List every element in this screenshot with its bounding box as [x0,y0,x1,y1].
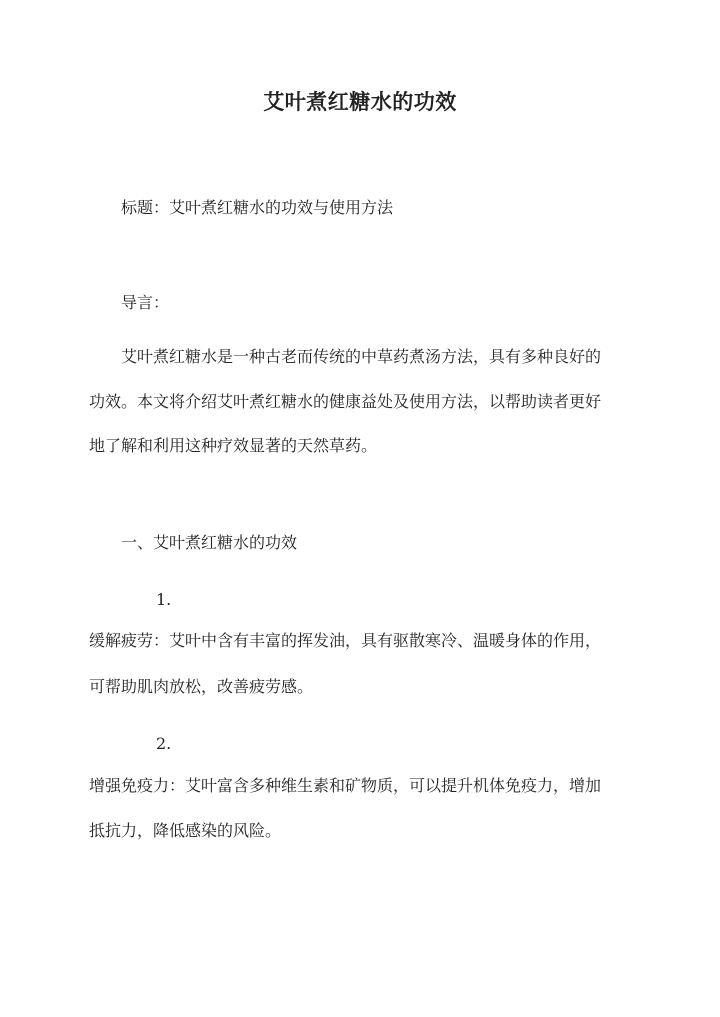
intro-line-2: 功效。本文将介绍艾叶煮红糖水的健康益处及使用方法，以帮助读者更好 [89,392,602,411]
intro-heading: 导言： [121,293,170,312]
section-heading: 一、艾叶煮红糖水的功效 [121,533,298,552]
item-2-line-2: 抵抗力，降低感染的风险。 [89,821,282,840]
document-title: 艾叶煮红糖水的功效 [263,89,457,114]
item-1-line-2: 可帮助肌肉放松，改善疲劳感。 [89,677,314,696]
intro-line-1: 艾叶煮红糖水是一种古老而传统的中草药煮汤方法，具有多种良好的 [121,347,602,366]
item-number-2: 2. [156,734,172,753]
subtitle-line: 标题：艾叶煮红糖水的功效与使用方法 [121,198,394,217]
item-2-line-1: 增强免疫力：艾叶富含多种维生素和矿物质，可以提升机体免疫力，增加 [89,776,602,795]
intro-line-3: 地了解和利用这种疗效显著的天然草药。 [89,436,378,455]
item-number-1: 1. [156,590,172,609]
item-1-line-1: 缓解疲劳：艾叶中含有丰富的挥发油，具有驱散寒冷、温暖身体的作用， [89,631,602,650]
